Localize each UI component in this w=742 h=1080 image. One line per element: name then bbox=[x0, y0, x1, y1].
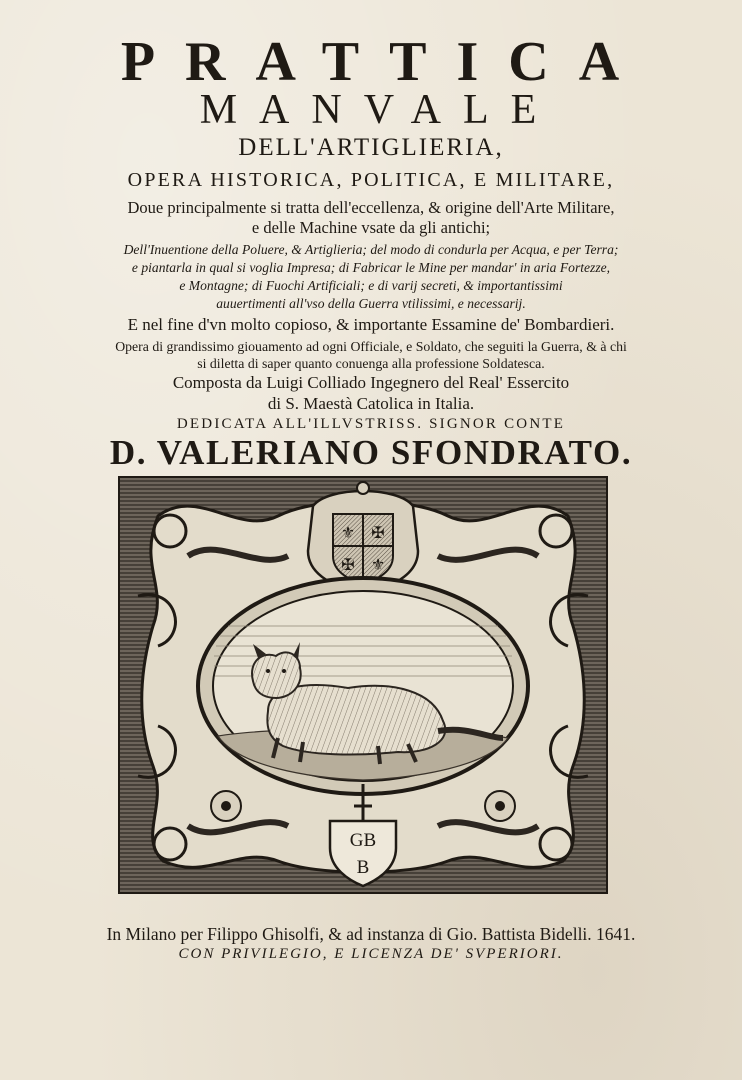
monogram-gb: GB bbox=[349, 830, 377, 851]
svg-text:✠: ✠ bbox=[341, 557, 355, 574]
privilege-line: CON PRIVILEGIO, E LICENZA DE' SVPERIORI. bbox=[178, 946, 564, 962]
appendix-line: E nel fine d'vn molto copioso, & importante Essamine de' Bombardieri. bbox=[127, 315, 615, 334]
dedicatee-name: D. VALERIANO SFONDRATO. bbox=[109, 433, 633, 472]
description-line-2: e delle Machine vsate da gli antichi; bbox=[251, 218, 491, 237]
svg-text:⚜: ⚜ bbox=[340, 525, 356, 542]
rosette-left bbox=[211, 791, 241, 821]
author-line-2: di S. Maestà Catolica in Italia. bbox=[267, 394, 475, 413]
description-line-1: Doue principalmente si tratta dell'eccellenza, & origine dell'Arte Militare, bbox=[127, 198, 615, 217]
title-manuale: MANVALE bbox=[199, 87, 559, 133]
utility-line-1: Opera di grandissimo giouamento ad ogni Officiale, e Soldato, che seguiti la Guerra, & à chi bbox=[115, 339, 627, 354]
utility-line-2: si diletta di saper quanto conuenga alla professione Soldatesca. bbox=[197, 356, 545, 371]
monogram-b: B bbox=[356, 857, 370, 878]
svg-text:⚜: ⚜ bbox=[370, 557, 386, 574]
dedication-line: DEDICATA ALL'ILLVSTRISS. SIGNOR CONTE bbox=[176, 416, 566, 432]
contents-line-3: e Montagne; di Fuochi Artificiali; e di varij secreti, & importantissimi bbox=[179, 278, 563, 293]
author-line-1: Composta da Luigi Colliado Ingegnero del Real' Essercito bbox=[172, 373, 570, 392]
printer-device-engraving bbox=[118, 476, 608, 894]
contents-line-1: Dell'Inuentione della Poluere, & Artiglieria; del modo di condurla per Acqua, e per Terra; bbox=[123, 242, 619, 257]
contents-line-4: auuertimenti all'vso della Guerra vtilissimi, e necessarij. bbox=[216, 296, 526, 311]
subtitle-opera: OPERA HISTORICA, POLITICA, E MILITARE, bbox=[127, 169, 615, 191]
rosette-right bbox=[485, 791, 515, 821]
svg-text:✠: ✠ bbox=[371, 525, 385, 542]
title-artiglieria: DELL'ARTIGLIERIA, bbox=[238, 134, 504, 161]
engraving-svg bbox=[118, 476, 608, 894]
imprint-line: In Milano per Filippo Ghisolfi, & ad instanza di Gio. Battista Bidelli. 1641. bbox=[106, 924, 636, 944]
contents-line-2: e piantarla in qual si voglia Impresa; di Fabricar le Mine per mandar' in aria Fortezze, bbox=[131, 260, 611, 275]
title-prattica: PRATTICA bbox=[120, 31, 650, 93]
